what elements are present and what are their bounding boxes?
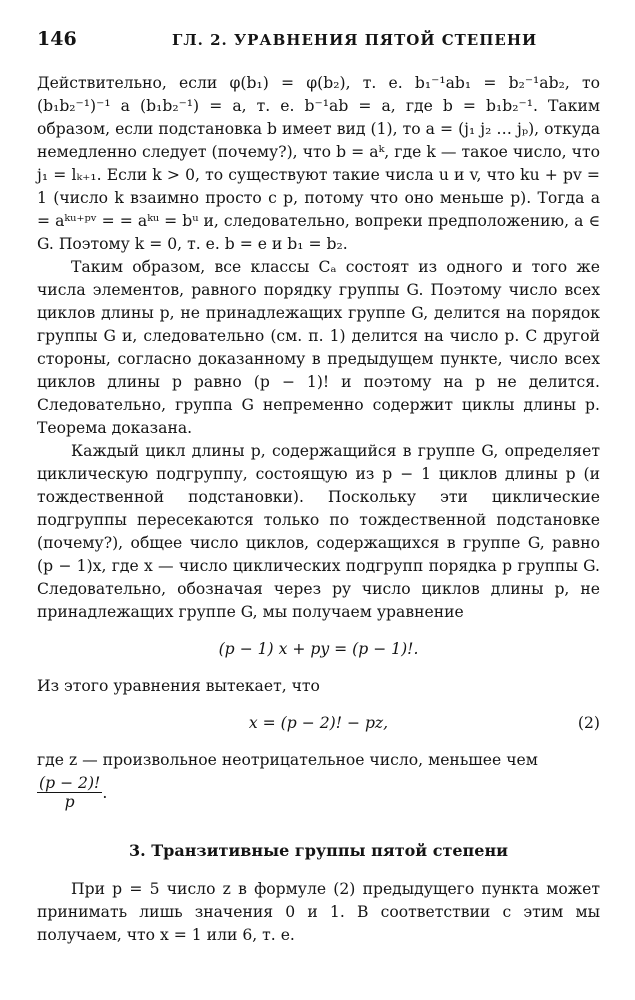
page-number: 146	[37, 28, 77, 50]
book-page	[37, 28, 600, 947]
running-title: ГЛ. 2. УРАВНЕНИЯ ПЯТОЙ СТЕПЕНИ	[172, 31, 538, 49]
fraction-numerator: (p − 2)!	[39, 774, 101, 792]
equation-1: (p − 1) x + py = (p − 1)!.	[218, 640, 419, 658]
paragraph-where-z: где z — произвольное неотрицательное число, меньшее чем	[37, 751, 538, 769]
paragraph-proof: Действительно, если φ(b₁) = φ(b₂), т. е. b₁⁻¹ab₁ = b₂⁻¹ab₂, то (b₁b₂⁻¹)⁻¹ a (b₁b₂⁻¹) = a, т. е. b⁻¹ab = a, где b = b₁b₂⁻¹. Таким образом, если подстановка b имеет вид (1), то a = (j₁ j₂ … jₚ), откуда немедленно следует (почему?), что b = aᵏ, где k — такое число, что j₁ = lₖ₊₁. Если k > 0, то существуют такие числа u и v, что ku + pv = 1 (число k взаимно просто с p, потому что оно меньше p). Тогда a = aᵏᵘ⁺ᵖᵛ = = aᵏᵘ = bᵘ и, следовательно, вопреки предположению, a ∈ G. Поэтому k = 0, т. е. b = e и b₁ = b₂.	[37, 74, 600, 253]
equation-2-body: x = (p − 2)! − pz,	[248, 714, 389, 732]
fraction-denominator: p	[64, 793, 75, 811]
fraction-end: .	[102, 783, 108, 802]
paragraph-follows: Из этого уравнения вытекает, что	[37, 677, 320, 695]
fraction	[37, 774, 102, 811]
equation-2-number: (2)	[577, 714, 600, 732]
page-header	[37, 28, 600, 58]
paragraph-p5: При p = 5 число z в формуле (2) предыдущего пункта может принимать лишь значения 0 и 1. В соответствии с этим мы получаем, что x = 1 или 6, т. е.	[37, 880, 600, 944]
equation-2	[37, 712, 600, 735]
paragraph-subgroups: Каждый цикл длины p, содержащийся в группе G, определяет циклическую подгруппу, состоящую из p − 1 циклов длины p (и тождественной подстановки). Поскольку эти циклические подгруппы пересекаются только по тождественной подстановке (почему?), общее число циклов, содержащихся в группе G, равно (p − 1)x, где x — число циклических подгрупп порядка p группы G. Следовательно, обозначая через py число циклов длины p, не принадлежащих группе G, мы получаем уравнение	[37, 442, 600, 621]
section-title: 3. Транзитивные группы пятой степени	[128, 841, 509, 860]
fraction-line	[37, 774, 600, 811]
paragraph-classes: Таким образом, все классы Cₐ состоят из одного и того же числа элементов, равного порядку группы G. Поэтому число всех циклов длины p, не принадлежащих группе G, делится на порядок группы G и, следовательно (см. п. 1) делится на число p. С другой стороны, согласно доказанному в предыдущем пункте, число всех циклов длины p равно (p − 1)! и поэтому на p не делится. Следовательно, группа G непременно содержит циклы длины p. Теорема доказана.	[37, 258, 600, 437]
